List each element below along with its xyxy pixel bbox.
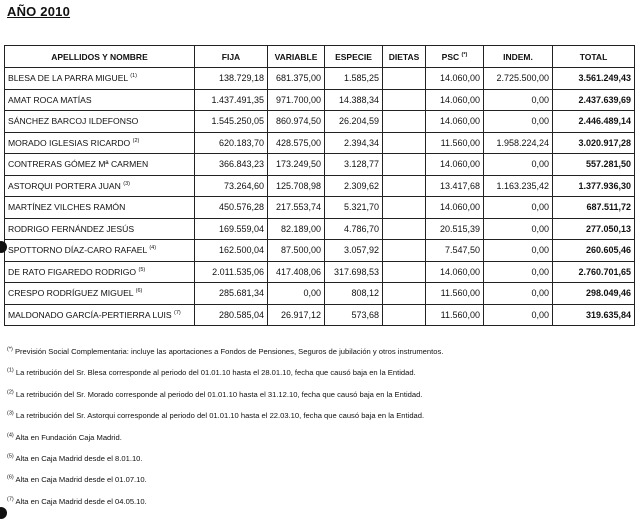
footnote-marker: (4) (7, 432, 14, 439)
row-name: CRESPO RODRÍGUEZ MIGUEL $^{(6)}$ (5, 283, 195, 305)
cell-fija: 73.264,60 (195, 175, 268, 197)
table-row (5, 240, 635, 262)
cell-psc: 14.060,00 (426, 197, 484, 219)
table-row (5, 283, 635, 305)
cell-total: 687.511,72 (553, 197, 635, 219)
footnote (7, 368, 443, 389)
cell-fija: 138.729,18 (195, 68, 268, 90)
cell-indem: 0,00 (484, 261, 553, 283)
footnote-marker: (6) (7, 474, 14, 481)
cell-variable: 82.189,00 (268, 218, 325, 240)
cell-dietas (383, 132, 426, 154)
cell-fija: 1.437.491,35 (195, 89, 268, 111)
cell-total: 2.437.639,69 (553, 89, 635, 111)
cell-fija: 450.576,28 (195, 197, 268, 219)
table-row (5, 261, 635, 283)
cell-indem: 0,00 (484, 154, 553, 176)
cell-psc: 14.060,00 (426, 261, 484, 283)
cell-total: 298.049,46 (553, 283, 635, 305)
cell-especie: 14.388,34 (325, 89, 383, 111)
table-row (5, 175, 635, 197)
cell-total: 2.446.489,14 (553, 111, 635, 133)
cell-variable: 125.708,98 (268, 175, 325, 197)
cell-indem: 0,00 (484, 197, 553, 219)
cell-dietas (383, 154, 426, 176)
row-name: SÁNCHEZ BARCOJ ILDEFONSO (5, 111, 195, 133)
cell-especie: 3.057,92 (325, 240, 383, 262)
cell-variable: 217.553,74 (268, 197, 325, 219)
footnote-marker: (3) (7, 410, 14, 417)
cell-psc: 14.060,00 (426, 89, 484, 111)
cell-total: 557.281,50 (553, 154, 635, 176)
cell-dietas (383, 218, 426, 240)
cell-variable: 428.575,00 (268, 132, 325, 154)
table-row (5, 197, 635, 219)
row-name: CONTRERAS GÓMEZ Mª CARMEN (5, 154, 195, 176)
cell-fija: 2.011.535,06 (195, 261, 268, 283)
footnote-text: Alta en Caja Madrid desde el 04.05.10. (15, 496, 147, 506)
cell-dietas (383, 197, 426, 219)
cell-variable: 417.408,06 (268, 261, 325, 283)
cell-fija: 620.183,70 (195, 132, 268, 154)
cell-dietas (383, 261, 426, 283)
cell-dietas (383, 175, 426, 197)
cell-variable: 0,00 (268, 283, 325, 305)
table-row (5, 111, 635, 133)
cell-indem: 0,00 (484, 89, 553, 111)
cell-dietas (383, 304, 426, 326)
footnote (7, 433, 443, 454)
cell-fija: 280.585,04 (195, 304, 268, 326)
table-header-row (5, 46, 635, 68)
footnote-marker: (5) (7, 453, 14, 460)
cell-psc: 11.560,00 (426, 132, 484, 154)
cell-psc: 11.560,00 (426, 304, 484, 326)
footnotes (7, 347, 443, 518)
row-name: MORADO IGLESIAS RICARDO $^{(2)}$ (5, 132, 195, 154)
footnote-text: La retribución del Sr. Astorqui corresponde al periodo del 01.01.10 hasta el 22.03.10, fecha que causó baja en la Entidad. (15, 411, 425, 421)
footnote-text: La retribución del Sr. Morado corresponde al periodo del 01.01.10 hasta el 31.12.10, fecha que causó baja en la Entidad. (15, 389, 423, 399)
table-row (5, 154, 635, 176)
cell-dietas (383, 111, 426, 133)
header-variable: VARIABLE (268, 46, 325, 68)
header-dietas: DIETAS (383, 46, 426, 68)
footnote (7, 390, 443, 411)
cell-fija: 285.681,34 (195, 283, 268, 305)
binder-hole (0, 507, 7, 519)
cell-psc: 7.547,50 (426, 240, 484, 262)
cell-psc: 20.515,39 (426, 218, 484, 240)
cell-total: 3.020.917,28 (553, 132, 635, 154)
cell-total: 260.605,46 (553, 240, 635, 262)
row-name: MALDONADO GARCÍA-PERTIERRA LUIS $^{(7)}$ (5, 304, 195, 326)
footnote-text: Alta en Fundación Caja Madrid. (15, 432, 122, 442)
footnote-marker: (1) (7, 367, 14, 374)
cell-especie: 573,68 (325, 304, 383, 326)
cell-fija: 169.559,04 (195, 218, 268, 240)
table-row (5, 68, 635, 90)
cell-psc: 14.060,00 (426, 111, 484, 133)
cell-dietas (383, 89, 426, 111)
table-row (5, 132, 635, 154)
cell-psc: 14.060,00 (426, 68, 484, 90)
footnote-marker: (2) (7, 389, 14, 396)
cell-indem: 2.725.500,00 (484, 68, 553, 90)
header-especie: ESPECIE (325, 46, 383, 68)
row-name: DE RATO FIGAREDO RODRIGO $^{(5)}$ (5, 261, 195, 283)
cell-especie: 1.585,25 (325, 68, 383, 90)
page-title: AÑO 2010 (7, 4, 71, 19)
cell-indem: 1.958.224,24 (484, 132, 553, 154)
cell-especie: 2.309,62 (325, 175, 383, 197)
cell-variable: 26.917,12 (268, 304, 325, 326)
cell-dietas (383, 240, 426, 262)
cell-psc: 13.417,68 (426, 175, 484, 197)
footnote (7, 475, 443, 496)
footnote-text: Previsión Social Complementaria: incluye las aportaciones a Fondos de Pensiones, Seguros de jubilación y otros instrumentos. (14, 347, 444, 356)
header-total: TOTAL (553, 46, 635, 68)
cell-variable: 681.375,00 (268, 68, 325, 90)
compensation-table (4, 45, 635, 326)
footnote-marker: (*) (7, 346, 13, 353)
cell-fija: 366.843,23 (195, 154, 268, 176)
footnote (7, 454, 443, 475)
cell-total: 2.760.701,65 (553, 261, 635, 283)
cell-especie: 2.394,34 (325, 132, 383, 154)
cell-dietas (383, 283, 426, 305)
table-row (5, 304, 635, 326)
cell-dietas (383, 68, 426, 90)
cell-indem: 0,00 (484, 240, 553, 262)
table-row (5, 218, 635, 240)
footnote (7, 411, 443, 432)
cell-variable: 87.500,00 (268, 240, 325, 262)
cell-especie: 317.698,53 (325, 261, 383, 283)
row-name: BLESA DE LA PARRA MIGUEL $^{(1)}$ (5, 68, 195, 90)
cell-indem: 0,00 (484, 218, 553, 240)
cell-psc: 11.560,00 (426, 283, 484, 305)
footnote-text: La retribución del Sr. Blesa corresponde al periodo del 01.01.10 hasta el 28.01.10, fecha que causó baja en la Entidad. (15, 368, 416, 378)
cell-indem: 0,00 (484, 304, 553, 326)
row-name: ASTORQUI PORTERA JUAN $^{(3)}$ (5, 175, 195, 197)
footnote-marker: (7) (7, 496, 14, 503)
cell-indem: 1.163.235,42 (484, 175, 553, 197)
cell-total: 3.561.249,43 (553, 68, 635, 90)
cell-variable: 173.249,50 (268, 154, 325, 176)
header-name: APELLIDOS Y NOMBRE (5, 46, 195, 68)
cell-especie: 5.321,70 (325, 197, 383, 219)
footnote-text: Alta en Caja Madrid desde el 01.07.10. (15, 475, 147, 485)
footnote-text: Alta en Caja Madrid desde el 8.01.10. (15, 453, 143, 463)
footnote (7, 497, 443, 518)
cell-total: 319.635,84 (553, 304, 635, 326)
row-name: RODRIGO FERNÁNDEZ JESÚS (5, 218, 195, 240)
row-name: AMAT ROCA MATÍAS (5, 89, 195, 111)
cell-psc: 14.060,00 (426, 154, 484, 176)
cell-variable: 860.974,50 (268, 111, 325, 133)
cell-especie: 3.128,77 (325, 154, 383, 176)
footnote (7, 347, 443, 368)
row-name: SPOTTORNO DÍAZ-CARO RAFAEL $^{(4)}$ (5, 240, 195, 262)
cell-fija: 1.545.250,05 (195, 111, 268, 133)
cell-variable: 971.700,00 (268, 89, 325, 111)
cell-indem: 0,00 (484, 111, 553, 133)
cell-especie: 4.786,70 (325, 218, 383, 240)
cell-total: 1.377.936,30 (553, 175, 635, 197)
cell-fija: 162.500,04 (195, 240, 268, 262)
header-indem: INDEM. (484, 46, 553, 68)
cell-total: 277.050,13 (553, 218, 635, 240)
cell-indem: 0,00 (484, 283, 553, 305)
header-psc: PSC (*) (426, 46, 484, 68)
table-row (5, 89, 635, 111)
cell-especie: 808,12 (325, 283, 383, 305)
row-name: MARTÍNEZ VILCHES RAMÓN (5, 197, 195, 219)
header-fija: FIJA (195, 46, 268, 68)
cell-especie: 26.204,59 (325, 111, 383, 133)
